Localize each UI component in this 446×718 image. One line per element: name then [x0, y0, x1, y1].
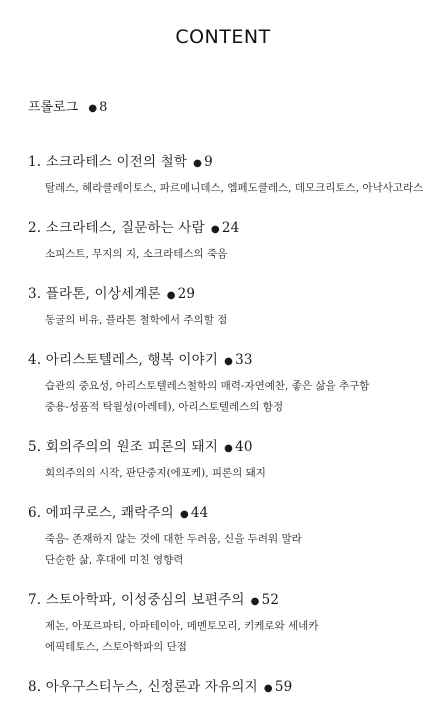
chapter-topic-line: 소피스트, 무지의 지, 소크라테스의 죽음	[45, 248, 228, 260]
chapter-page	[211, 220, 240, 236]
chapter-heading: 1. 소크라테스 이전의 철학	[28, 154, 188, 170]
chapter-entry	[28, 677, 428, 699]
prologue-label: 프롤로그	[28, 100, 79, 115]
chapter-topics	[45, 616, 428, 658]
bullet-icon: ●	[224, 356, 234, 367]
chapter-topic-line: 제논, 아포르파티, 아파테이아, 메멘토모리, 키케로와 세네카	[45, 620, 319, 632]
bullet-icon: ●	[166, 290, 176, 301]
chapter-topics	[45, 310, 428, 331]
chapter-entry	[28, 437, 428, 484]
chapter-topic-line: 단순한 삶, 후대에 미친 영향력	[45, 554, 184, 566]
chapter-heading: 5. 회의주의의 원조 피론의 돼지	[28, 439, 219, 455]
chapter-topic-line: 탈레스, 헤라클레이토스, 파르메니데스, 엠페도클레스, 데모크리토스, 아낙사고라스	[45, 182, 424, 194]
page-number: 9	[204, 154, 213, 170]
chapter-page	[193, 154, 213, 170]
chapter-heading-row	[28, 218, 428, 240]
page-title: CONTENT	[175, 26, 271, 48]
chapter-topics	[45, 244, 428, 265]
chapter-heading-row	[28, 350, 428, 372]
chapter-list	[28, 152, 428, 699]
bullet-icon: ●	[224, 443, 234, 454]
bullet-icon: ●	[179, 509, 189, 520]
chapter-entry	[28, 218, 428, 265]
page-number: 59	[274, 679, 293, 695]
page-number: 52	[261, 592, 280, 608]
bullet-icon: ●	[88, 103, 98, 114]
page-number: 24	[221, 220, 240, 236]
chapter-heading-row	[28, 503, 428, 525]
chapter-page	[224, 439, 253, 455]
chapter-topic-line: 회의주의의 시작, 판단중지(에포케), 피론의 돼지	[45, 467, 266, 479]
prologue-entry	[28, 96, 428, 115]
chapter-heading: 6. 에피쿠로스, 쾌락주의	[28, 505, 174, 521]
chapter-heading-row	[28, 590, 428, 612]
chapter-entry	[28, 503, 428, 571]
chapter-entry	[28, 152, 428, 199]
chapter-entry	[28, 350, 428, 418]
bullet-icon: ●	[210, 224, 220, 235]
chapter-heading: 3. 플라톤, 이상세계론	[28, 286, 161, 302]
page-number: 29	[177, 286, 196, 302]
chapter-topic-line: 에픽테토스, 스토아학파의 단점	[45, 641, 187, 653]
chapter-heading-row	[28, 677, 428, 699]
chapter-topics	[45, 178, 428, 199]
page-number: 40	[235, 439, 253, 455]
chapter-topics	[45, 376, 428, 418]
chapter-page	[251, 592, 280, 608]
chapter-page	[180, 505, 209, 521]
bullet-icon: ●	[250, 596, 260, 607]
prologue-page	[88, 100, 107, 115]
chapter-heading-row	[28, 284, 428, 306]
table-of-contents	[28, 96, 428, 718]
chapter-page	[167, 286, 196, 302]
chapter-topics	[45, 529, 428, 571]
bullet-icon: ●	[193, 158, 203, 169]
chapter-topic-line: 동굴의 비유, 플라톤 철학에서 주의할 점	[45, 314, 228, 326]
page-number: 44	[190, 505, 209, 521]
chapter-page	[224, 352, 253, 368]
chapter-heading: 4. 아리스토텔레스, 행복 이야기	[28, 352, 219, 368]
bullet-icon: ●	[263, 683, 273, 694]
page-number: 8	[99, 100, 108, 115]
chapter-topic-line: 중용-성품적 탁월성(아레테), 아리스토텔레스의 함정	[45, 401, 284, 413]
chapter-heading-row	[28, 152, 428, 174]
chapter-entry	[28, 284, 428, 331]
chapter-heading: 2. 소크라테스, 질문하는 사람	[28, 220, 205, 236]
chapter-page	[264, 679, 293, 695]
chapter-topic-line: 죽음- 존재하지 않는 것에 대한 두려움, 신을 두려워 말라	[45, 533, 302, 545]
chapter-topics	[45, 463, 428, 484]
chapter-topic-line: 습관의 중요성, 아리스토텔레스철학의 매력-자연예찬, 좋은 삶을 추구함	[45, 380, 370, 392]
chapter-heading: 7. 스토아학파, 이성중심의 보편주의	[28, 592, 245, 608]
page-number: 33	[235, 352, 253, 368]
chapter-heading: 8. 아우구스티누스, 신정론과 자유의지	[28, 679, 258, 695]
chapter-heading-row	[28, 437, 428, 459]
chapter-entry	[28, 590, 428, 658]
